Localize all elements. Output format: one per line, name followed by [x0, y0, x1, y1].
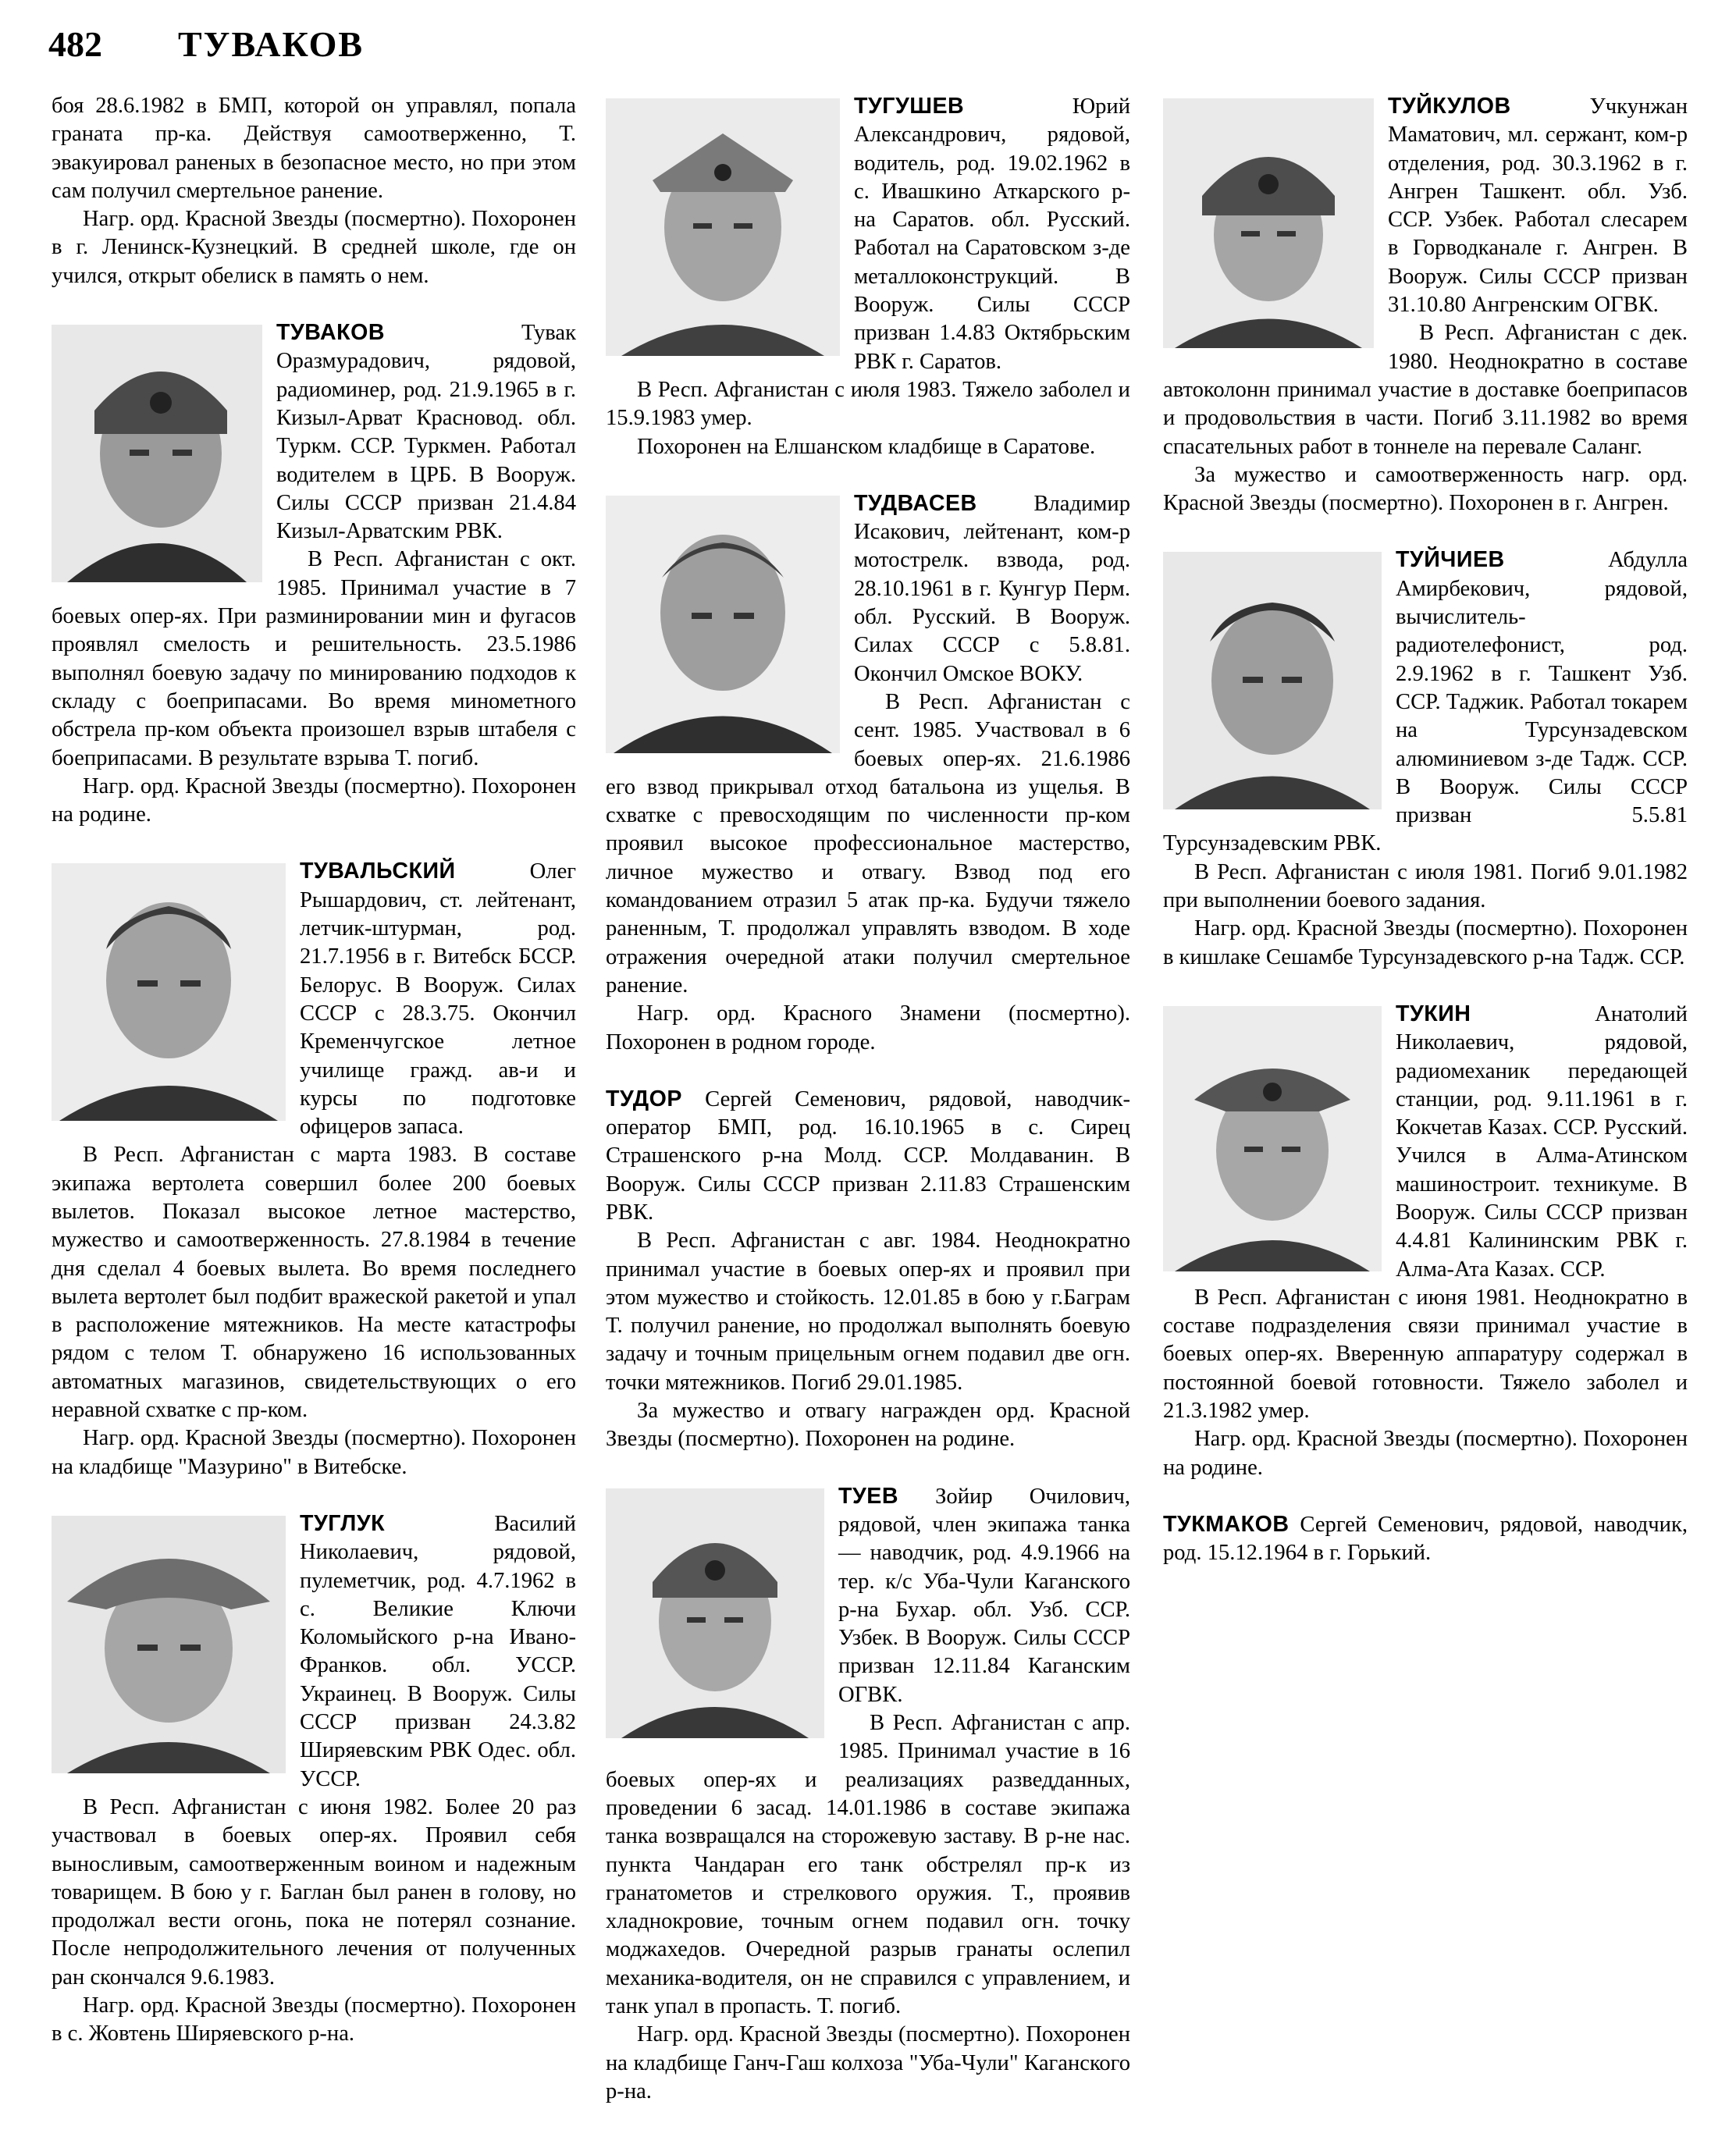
paragraph: Нагр. орд. Красной Звезды (посмертно). Похоронен в г. Ленинск-Кузнецкий. В средней школе, где он учился, открыт обелиск в память о нем.	[52, 207, 576, 288]
paragraph: Похоронен на Елшанском кладбище в Саратове.	[637, 434, 1096, 459]
entry-lead	[606, 92, 1130, 376]
entry-lead-text: Сергей Семенович, рядовой, наводчик-оператор БМП, род. 16.10.1965 в с. Сирец Страшенского р-на Молд. ССР. Молдаванин. В Вооруж. Силы СССР призван 2.11.83 Страшенским РВК.	[606, 1086, 1130, 1225]
paragraph: В Респ. Афганистан с июня 1982. Более 20 раз участвовал в боевых опер-ях. Проявил себя выносливым, самоотверженным воином и надежным товарищем. В бою у г. Баглан был ранен в голову, но продолжал вести огонь, пока не потерял сознание. После непродолжительного лечения от полученных ран скончался 9.6.1983.	[52, 1794, 576, 1990]
paragraph: боя 28.6.1982 в БМП, которой он управлял, попала граната пр-ка. Действуя самоотверженно, Т. эвакуировал раненых в безопасное место, но при этом сам получил смертельное ранение.	[52, 94, 576, 203]
paragraph: Нагр. орд. Красной Звезды (посмертно). Похоронен на кладбище "Мазурино" в Витебске.	[52, 1426, 576, 1479]
entry-tugluk	[52, 1509, 576, 2049]
entry-lead-text: Учкунжан Маматович, мл. сержант, ком-р отделения, род. 30.3.1962 в г. Ангрен Ташкент. обл. Узб. ССР. Узбек. Работал слесарем в Горводканале г. Ангрен. В Вооруж. Силы СССР призван 31.10.80 Ангренским ОГВК.	[1388, 94, 1688, 318]
entry-surname: ТУЙЧИЕВ	[1396, 547, 1505, 573]
entry-surname: ТУДВАСЕВ	[854, 490, 977, 516]
paragraph: За мужество и отвагу награжден орд. Красной Звезды (посмертно). Похоронен на родине.	[606, 1399, 1130, 1452]
entry-surname: ТУЙКУЛОВ	[1388, 94, 1511, 119]
paragraph: Нагр. орд. Красной Звезды (посмертно). Похоронен в кишлаке Сешамбе Турсунзадевского р-на Тадж. ССР.	[1163, 916, 1688, 969]
paragraph: В Респ. Афганистан с сент. 1985. Участвовал в 6 боевых опер-ях. 21.6.1986 его взвод прикрывал отход батальона из ущелья. В схватке с превосходящим по численности пр-ком проявил высокое профессиональное мастерство, личное мужество и отвагу. Взвод под его командованием отразил 5 атак пр-ка. Будучи тяжело раненным, Т. продолжал управлять взводом. В ходе отражения очередной атаки получил смертельное ранение.	[606, 689, 1130, 997]
paragraph: В Респ. Афганистан с окт. 1985. Принимал участие в 7 боевых опер-ях. При разминировании мин и фугасов проявлял смелость и решительность. 23.5.1986 выполнял боевую задачу по минированию подходов к складу с боеприпасами. Во время минометного обстрела пр-ком объекта произошел взрыв штабеля с боеприпасами. В результате взрыва Т. погиб.	[52, 547, 576, 770]
paragraph: Нагр. орд. Красного Знамени (посмертно). Похоронен в родном городе.	[606, 1001, 1130, 1054]
entry-lead	[52, 857, 576, 1141]
column-1	[52, 92, 576, 2049]
entry-lead-text: Сергей Семенович, рядовой, наводчик, род. 15.12.1964 в г. Горький.	[1163, 1512, 1688, 1566]
entry-tuev	[606, 1482, 1130, 2107]
entry-continuation	[52, 92, 576, 290]
entry-lead	[1163, 1000, 1688, 1284]
portrait-photo	[52, 1516, 286, 1773]
column-3	[1163, 92, 1688, 1568]
entry-tuykulov	[1163, 92, 1688, 517]
entry-surname: ТУГУШЕВ	[854, 94, 965, 119]
paragraph: За мужество и самоотверженность нагр. орд. Красной Звезды (посмертно). Похоронен в г. Ангрен.	[1163, 462, 1688, 516]
portrait-photo	[52, 863, 286, 1121]
entry-lead-text: Анатолий Николаевич, рядовой, радиомеханик передающей станции, род. 9.11.1961 в г. Кокчетав Казах. ССР. Русский. Учился в Алма-Атинском машиностроит. техникуме. В Вооруж. Силы СССР призван 4.4.81 Калининским РВК г. Алма-Ата Казах. ССР.	[1396, 1001, 1688, 1282]
entry-lead-text: Владимир Исакович, лейтенант, ком-р мотострелк. взвода, род. 28.10.1961 в г. Кунгур Перм. обл. Русский. В Вооруж. Силах СССР с 5.8.81. Окончил Омское ВОКУ.	[854, 491, 1130, 686]
portrait-photo	[606, 496, 840, 753]
paragraph: Нагр. орд. Красной Звезды (посмертно). Похоронен на родине.	[1163, 1427, 1688, 1480]
entry-surname: ТУКМАКОВ	[1163, 1511, 1290, 1537]
entry-tuychiev	[1163, 546, 1688, 971]
portrait-photo	[1163, 1006, 1382, 1271]
portrait-photo	[606, 98, 840, 356]
entry-lead	[1163, 1510, 1688, 1568]
entry-surname: ТУДОР	[606, 1086, 682, 1111]
entry-surname: ТУКИН	[1396, 1001, 1471, 1026]
entry-tugushev	[606, 92, 1130, 461]
entry-tudvasev	[606, 489, 1130, 1057]
paragraph: Нагр. орд. Красной Звезды (посмертно). Похоронен на кладбище Ганч-Гаш колхоза "Уба-Чули" Каганского р-на.	[606, 2022, 1130, 2103]
entry-tuvakov	[52, 318, 576, 829]
paragraph: В Респ. Афганистан с дек. 1980. Неоднократно в составе автоколонн принимал участие в доставке боеприпасов и продовольствия в части. Погиб 3.11.1982 во время спасательных работ в тоннеле на перевале Саланг.	[1163, 321, 1688, 459]
entry-tudor	[606, 1085, 1130, 1454]
entry-lead-text: Зойир Очилович, рядовой, член экипажа танка — наводчик, род. 4.9.1966 на тер. к/с Уба-Чули Каганского р-на Бухар. обл. Узб. ССР. Узбек. В Вооруж. Силы СССР призван 12.11.84 Каганским ОГВК.	[838, 1484, 1130, 1707]
paragraph: Нагр. орд. Красной Звезды (посмертно). Похоронен в с. Жовтень Ширяевского р-на.	[52, 1993, 576, 2046]
entry-tukin	[1163, 1000, 1688, 1482]
entry-lead-text: Василий Николаевич, рядовой, пулеметчик, род. 4.7.1962 в с. Великие Ключи Коломыйского р-на Ивано-Франков. обл. УССР. Украинец. В Вооруж. Силы СССР призван 24.3.82 Ширяевским РВК Одес. обл. УССР.	[300, 1511, 576, 1791]
running-head: ТУВАКОВ	[178, 24, 365, 64]
paragraph: Нагр. орд. Красной Звезды (посмертно). Похоронен на родине.	[52, 773, 576, 827]
paragraph: В Респ. Афганистан с июля 1983. Тяжело заболел и 15.9.1983 умер.	[606, 377, 1130, 431]
entry-lead	[52, 1509, 576, 1794]
entry-surname: ТУВАЛЬСКИЙ	[300, 859, 456, 884]
entry-surname: ТУВАКОВ	[276, 320, 385, 346]
paragraph: В Респ. Афганистан с марта 1983. В составе экипажа вертолета совершил более 200 боевых вылетов. Показал высокое летное мастерство, мужество и самоотверженность. 27.8.1984 в течение дня сделал 4 боевых вылета. Во время последнего вылета вертолет был подбит вражеской ракетой и упал в расположение мятежников. На месте катастрофы рядом с телом Т. обнаружено 16 использованных автоматных магазинов, свидетельствующих о его неравной схватке с пр-ком.	[52, 1143, 576, 1423]
portrait-photo	[52, 325, 262, 582]
entry-surname: ТУГЛУК	[300, 1510, 386, 1536]
entry-tuvalsky	[52, 857, 576, 1481]
paragraph: В Респ. Афганистан с апр. 1985. Принимал участие в 16 боевых опер-ях и реализациях разведданных, проведении 6 засад. 14.01.1986 в составе экипажа танка возвращался на сторожевую заставу. В р-не нас. пункта Чандаран его танк обстрелял пр-к из гранатометов и стрелкового оружия. Т., проявив хладнокровие, точным огнем подавил огн. точку моджахедов. Очередной разрыв гранаты ослепил механика-водителя, он не справился с управлением, и танк упал в пропасть. Т. погиб.	[606, 1711, 1130, 2018]
entry-lead-text: Тувак Оразмурадович, рядовой, радиоминер, род. 21.9.1965 в г. Кизыл-Арват Красновод. обл. Туркм. ССР. Туркмен. Работал водителем в ЦРБ. В Вооруж. Силы СССР призван 21.4.84 Кизыл-Арватским РВК.	[276, 321, 576, 544]
entry-lead	[52, 318, 576, 546]
entry-tukmakov	[1163, 1510, 1688, 1568]
page-header	[48, 17, 1703, 72]
paragraph: В Респ. Афганистан с июня 1981. Неоднократно в составе подразделения связи принимал участие в боевых опер-ях. Вверенную аппаратуру содержал в постоянной боевой готовности. Тяжело заболел и 21.3.1982 умер.	[1163, 1285, 1688, 1424]
entry-lead	[606, 1085, 1130, 1227]
entry-lead	[1163, 92, 1688, 319]
paragraph: В Респ. Афганистан с авг. 1984. Неоднократно принимал участие в боевых опер-ях и проявил при этом мужество и стойкость. 12.01.85 в бою у г.Баграм Т. получил ранение, но продолжал выполнять боевую задачу и точным прицельным огнем подавил две огн. точки мятежников. Погиб 29.01.1985.	[606, 1229, 1130, 1395]
entry-lead-text: Абдулла Амирбекович, рядовой, вычислитель-радиотелефонист, род. 2.9.1962 в г. Ташкент Узб. ССР. Таджик. Работал токарем на Турсунзадевском алюминиевом з-де Тадж. ССР. В Вооруж. Силы СССР призван 5.5.81 Турсунзадевским РВК.	[1163, 548, 1688, 856]
entry-lead-text: Юрий Александрович, рядовой, водитель, род. 19.02.1962 в с. Ивашкино Аткарского р-на Саратов. обл. Русский. Работал на Саратовском з-де металлоконструкций. В Вооруж. Силы СССР призван 1.4.83 Октябрьским РВК г. Саратов.	[854, 94, 1130, 374]
page-number: 482	[48, 24, 102, 64]
entry-lead	[1163, 546, 1688, 858]
entry-lead	[606, 1482, 1130, 1709]
portrait-photo	[606, 1488, 824, 1738]
portrait-photo	[1163, 98, 1374, 348]
paragraph: В Респ. Афганистан с июля 1981. Погиб 9.01.1982 при выполнении боевого задания.	[1163, 859, 1688, 913]
entry-lead-text: Олег Рышардович, ст. лейтенант, летчик-штурман, род. 21.7.1956 в г. Витебск БССР. Белорус. В Вооруж. Силах СССР с 28.3.75. Окончил Кременчугское летное училище гражд. ав-и и курсы по подготовке офицеров запаса.	[300, 859, 576, 1140]
entry-surname: ТУЕВ	[838, 1483, 898, 1509]
portrait-photo	[1163, 552, 1382, 809]
entry-lead	[606, 489, 1130, 688]
column-2	[606, 92, 1130, 2106]
